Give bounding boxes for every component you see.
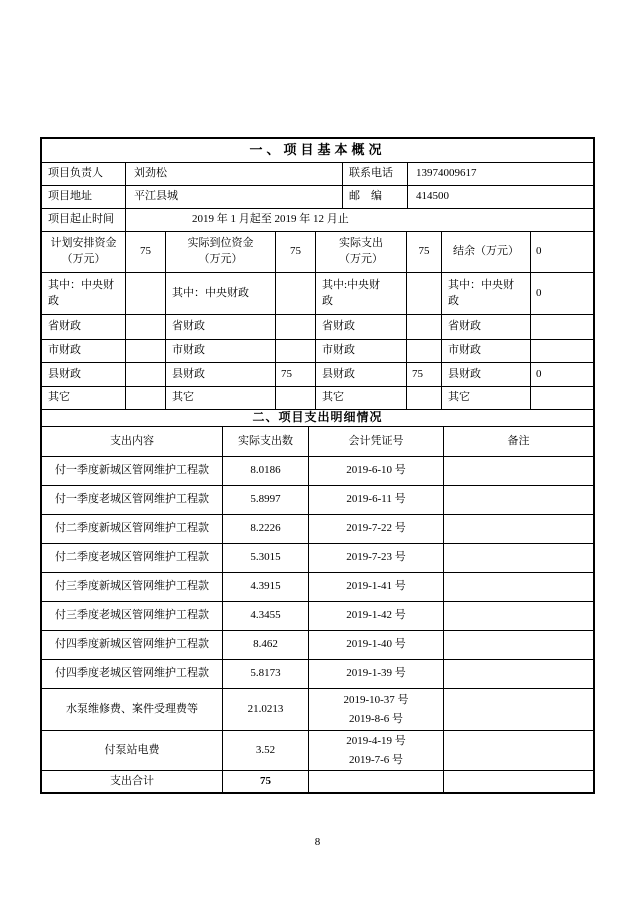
project-duration-row xyxy=(42,209,593,232)
municipal-finance-value xyxy=(126,340,166,362)
expense-voucher-cell: 2019-1-41 号 xyxy=(309,573,444,601)
expense-content-cell: 付一季度老城区管网维护工程款 xyxy=(42,486,223,514)
expense-content-cell: 付三季度老城区管网维护工程款 xyxy=(42,602,223,630)
expense-row xyxy=(42,689,593,731)
county-finance-value: 75 xyxy=(276,363,316,386)
central-finance-label: 其中:中央财 政 xyxy=(316,273,407,314)
project-duration-value: 2019 年 1 月起至 2019 年 12 月止 xyxy=(192,213,349,226)
municipal-finance-label: 市财政 xyxy=(442,340,531,362)
expense-total-row xyxy=(42,771,593,792)
expense-voucher-cell: 2019-10-37 号 2019-8-6 号 xyxy=(309,689,444,730)
municipal-finance-label: 市财政 xyxy=(316,340,407,362)
expense-note-cell xyxy=(444,731,593,770)
expense-amount-cell: 5.8997 xyxy=(223,486,309,514)
postcode-label: 邮 编 xyxy=(343,186,408,208)
provincial-finance-value xyxy=(407,315,442,339)
expense-row xyxy=(42,660,593,689)
header-note: 备注 xyxy=(507,434,530,447)
expense-note-cell xyxy=(444,660,593,688)
other-finance-label: 其它 xyxy=(442,387,531,409)
expense-content-cell: 付四季度新城区管网维护工程款 xyxy=(42,631,223,659)
municipal-finance-label: 市财政 xyxy=(166,340,276,362)
other-finance-value xyxy=(276,387,316,409)
project-leader-value: 刘劲松 xyxy=(126,163,343,185)
received-funds-value: 75 xyxy=(276,232,316,272)
provincial-finance-label: 省财政 xyxy=(442,315,531,339)
expense-row xyxy=(42,731,593,771)
expense-row xyxy=(42,457,593,486)
county-finance-label: 县财政 xyxy=(42,363,126,386)
county-finance-value xyxy=(126,363,166,386)
expense-amount-cell: 8.462 xyxy=(223,631,309,659)
provincial-finance-value xyxy=(276,315,316,339)
provincial-finance-value xyxy=(531,315,593,339)
funding-summary-row xyxy=(42,232,593,273)
section2-title-row xyxy=(42,410,593,427)
project-leader-label: 项目负责人 xyxy=(42,163,126,185)
header-voucher-number: 会计凭证号 xyxy=(309,427,444,456)
expense-amount-cell: 5.8173 xyxy=(223,660,309,688)
other-finance-value xyxy=(407,387,442,409)
expense-note-cell xyxy=(444,457,593,485)
funding-provincial-row xyxy=(42,315,593,340)
provincial-finance-label: 省财政 xyxy=(42,315,126,339)
actual-spend-value: 75 xyxy=(407,232,442,272)
contact-phone-value: 13974009617 xyxy=(416,167,477,180)
other-finance-value xyxy=(126,387,166,409)
expense-note-cell xyxy=(444,515,593,543)
expense-voucher-cell: 2019-4-19 号 2019-7-6 号 xyxy=(309,731,444,770)
central-finance-label: 其中：中央财政 xyxy=(166,273,276,314)
expense-amount-cell: 3.52 xyxy=(223,731,309,770)
expense-row xyxy=(42,515,593,544)
funding-county-row xyxy=(42,363,593,387)
municipal-finance-value xyxy=(531,340,593,362)
municipal-finance-value xyxy=(407,340,442,362)
section1-title-row xyxy=(42,139,593,163)
total-amount-cell: 75 xyxy=(223,771,309,792)
funding-other-row xyxy=(42,387,593,410)
expense-voucher-cell: 2019-1-39 号 xyxy=(309,660,444,688)
section1-title: 一、项目基本概况 xyxy=(249,142,386,158)
planned-funds-value: 75 xyxy=(126,232,166,272)
central-finance-label: 其中：中央财 政 xyxy=(42,273,126,314)
expense-note-cell xyxy=(444,486,593,514)
project-address-value: 平江县城 xyxy=(126,186,343,208)
county-finance-label: 县财政 xyxy=(442,363,531,386)
expense-row xyxy=(42,486,593,515)
expense-content-cell: 付二季度新城区管网维护工程款 xyxy=(42,515,223,543)
info-row-leader xyxy=(42,163,593,186)
expense-voucher-cell: 2019-6-10 号 xyxy=(309,457,444,485)
other-finance-value xyxy=(531,387,593,409)
expense-amount-cell: 21.0213 xyxy=(223,689,309,730)
expense-row xyxy=(42,631,593,660)
project-report-table xyxy=(40,137,595,794)
provincial-finance-label: 省财政 xyxy=(316,315,407,339)
expense-voucher-cell: 2019-7-23 号 xyxy=(309,544,444,572)
expense-row xyxy=(42,602,593,631)
balance-label: 结余（万元） xyxy=(442,232,531,272)
expense-content-cell: 付泵站电费 xyxy=(42,731,223,770)
municipal-finance-value xyxy=(276,340,316,362)
expense-content-cell: 付三季度新城区管网维护工程款 xyxy=(42,573,223,601)
funding-central-row xyxy=(42,273,593,315)
county-finance-label: 县财政 xyxy=(316,363,407,386)
expense-amount-cell: 5.3015 xyxy=(223,544,309,572)
central-finance-label: 其中：中央财 政 xyxy=(442,273,531,314)
expense-note-cell xyxy=(444,573,593,601)
expense-note-cell xyxy=(444,602,593,630)
expense-content-cell: 付四季度老城区管网维护工程款 xyxy=(42,660,223,688)
funding-municipal-row xyxy=(42,340,593,363)
header-actual-amount: 实际支出数 xyxy=(223,427,309,456)
municipal-finance-label: 市财政 xyxy=(42,340,126,362)
expense-content-cell: 付一季度新城区管网维护工程款 xyxy=(42,457,223,485)
total-voucher-cell xyxy=(309,771,444,792)
central-finance-value: 0 xyxy=(536,286,542,299)
section2-title: 二、项目支出明细情况 xyxy=(252,410,383,425)
info-row-address xyxy=(42,186,593,209)
county-finance-value: 75 xyxy=(407,363,442,386)
other-finance-label: 其它 xyxy=(166,387,276,409)
central-finance-value xyxy=(126,273,166,314)
expense-header-row xyxy=(42,427,593,457)
expense-note-cell xyxy=(444,689,593,730)
expense-amount-cell: 8.0186 xyxy=(223,457,309,485)
planned-funds-label: 计划安排资金 （万元） xyxy=(42,232,126,272)
total-note-cell xyxy=(444,771,593,792)
central-finance-value xyxy=(276,273,316,314)
expense-voucher-cell: 2019-1-42 号 xyxy=(309,602,444,630)
provincial-finance-value xyxy=(126,315,166,339)
expense-row xyxy=(42,544,593,573)
expense-voucher-cell: 2019-1-40 号 xyxy=(309,631,444,659)
expense-amount-cell: 4.3915 xyxy=(223,573,309,601)
expense-amount-cell: 8.2226 xyxy=(223,515,309,543)
expense-content-cell: 付二季度老城区管网维护工程款 xyxy=(42,544,223,572)
county-finance-label: 县财政 xyxy=(166,363,276,386)
actual-spend-label: 实际支出 （万元） xyxy=(316,232,407,272)
received-funds-label: 实际到位资金 （万元） xyxy=(166,232,276,272)
expense-amount-cell: 4.3455 xyxy=(223,602,309,630)
expense-voucher-cell: 2019-6-11 号 xyxy=(309,486,444,514)
other-finance-label: 其它 xyxy=(42,387,126,409)
expense-row xyxy=(42,573,593,602)
header-expense-content: 支出内容 xyxy=(42,427,223,456)
other-finance-label: 其它 xyxy=(316,387,407,409)
expense-note-cell xyxy=(444,631,593,659)
page-number: 8 xyxy=(314,836,321,848)
project-address-label: 项目地址 xyxy=(42,186,126,208)
contact-phone-label: 联系电话 xyxy=(343,163,408,185)
county-finance-value: 0 xyxy=(536,367,542,380)
postcode-value: 414500 xyxy=(416,190,449,203)
central-finance-value xyxy=(407,273,442,314)
expense-voucher-cell: 2019-7-22 号 xyxy=(309,515,444,543)
provincial-finance-label: 省财政 xyxy=(166,315,276,339)
expense-content-cell: 水泵维修费、案件受理费等 xyxy=(42,689,223,730)
project-duration-label: 项目起止时间 xyxy=(42,209,126,231)
balance-value: 0 xyxy=(536,245,542,258)
total-label-cell: 支出合计 xyxy=(42,771,223,792)
expense-note-cell xyxy=(444,544,593,572)
